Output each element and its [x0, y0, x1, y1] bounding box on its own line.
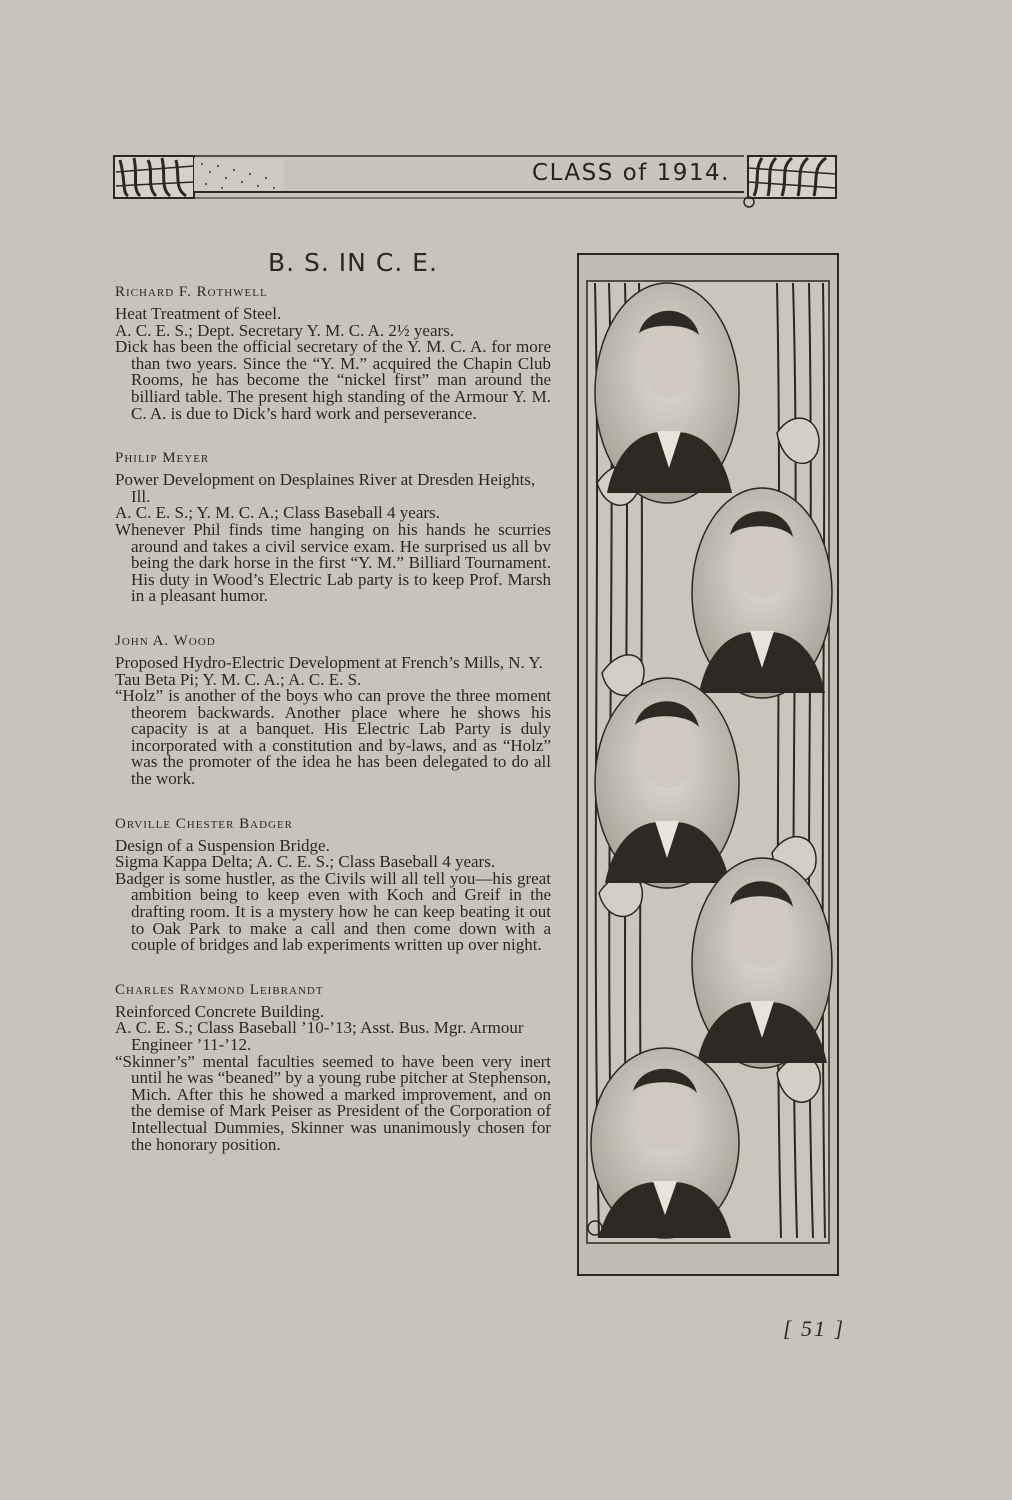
- entry-activities: A. C. E. S.; Y. M. C. A.; Class Baseball 4 years.: [115, 503, 440, 523]
- entry-name: Philip Meyer: [115, 450, 210, 467]
- banner-title: CLASS of 1914.: [532, 160, 730, 186]
- entry-bio: Dick has been the official secretary of the Y. M. C. A. for more than two years. Since the “Y. M.” acquired the Chapin Club Rooms, he has become the “nickel first” man around the billiard table. The present high standing of the Armour Y. M. C. A. is due to Dick’s hard work and perseverance.: [115, 337, 551, 423]
- entry-rothwell: [115, 282, 551, 422]
- entry-thesis: Proposed Hydro-Electric Development at French’s Mills, N. Y.: [115, 652, 543, 672]
- entry-name: Charles Raymond Leibrandt: [115, 981, 324, 998]
- entry-bio: Badger is some hustler, as the Civils will all tell you—his great ambition being to keep even with Koch and Greif in the drafting room. It is a mystery how he can keep beating it out to Oak Park to make a call and then come down with a couple of bridges and lab experiments written up over night.: [115, 868, 551, 955]
- entry-thesis: Design of a Suspension Bridge.: [115, 835, 330, 855]
- entry-name: Orville Chester Badger: [115, 815, 294, 832]
- entry-wood: [115, 631, 551, 788]
- entry-name: Richard F. Rothwell: [115, 284, 268, 300]
- portrait-3: [595, 678, 739, 888]
- entry-thesis: Heat Treatment of Steel.: [115, 304, 282, 323]
- header-banner: [112, 152, 842, 208]
- entry-leibrandt: [115, 980, 551, 1153]
- page-number: [ 51 ]: [783, 1316, 846, 1341]
- entry-bio: Whenever Phil finds time hanging on his hands he scurries around and takes a civil service exam. He surprised us all bv being the dark horse in the first “Y. M.” Billiard Tournament. His duty in Wood’s Electric Lab party is to keep Prof. Marsh in a pleasant humor.: [115, 519, 551, 606]
- banner-ornament: [112, 152, 842, 208]
- entry-name: John A. Wood: [115, 632, 216, 649]
- entry-activities: Sigma Kappa Delta; A. C. E. S.; Class Baseball 4 years.: [115, 852, 496, 872]
- entry-meyer: [115, 448, 551, 605]
- portrait-1: [595, 283, 739, 503]
- portrait-5: [591, 1048, 739, 1238]
- entry-list: [115, 282, 551, 1179]
- entry-bio: “Holz” is another of the boys who can prove the three moment theorem backwards. Another place where he shows his capacity is at a banquet. His Electric Lab Party is duly incorporated with a constitution and by-laws, and as “Holz” was the promoter of the idea he has been delegated to do all the work.: [115, 686, 551, 789]
- portrait-2: [692, 488, 832, 698]
- portrait-illustration: [577, 253, 839, 1276]
- entry-bio: “Skinner’s” mental faculties seemed to have been very inert until he was “beaned” by a young rube pitcher at Stephenson, Mich. After this he showed a marked improvement, and on the demise of Mark Peiser as President of the Corporation of Intellectual Dummies, Skinner was unanimously chosen for the honorary position.: [115, 1051, 551, 1154]
- entry-activities: A. C. E. S.; Dept. Secretary Y. M. C. A. 2½ years.: [115, 320, 455, 340]
- entry-thesis: Reinforced Concrete Building.: [115, 1001, 325, 1021]
- portrait-4: [692, 858, 832, 1068]
- entry-activities: Tau Beta Pi; Y. M. C. A.; A. C. E. S.: [115, 669, 362, 689]
- portrait-panel: [577, 253, 839, 1276]
- entry-activities: A. C. E. S.; Class Baseball ’10-’13; Asst. Bus. Mgr. Armour Engineer ’11-’12.: [115, 1018, 524, 1054]
- section-title: B. S. IN C. E.: [268, 248, 438, 277]
- entry-thesis: Power Development on Desplaines River at Dresden Heights, Ill.: [115, 470, 536, 506]
- entry-badger: [115, 814, 551, 954]
